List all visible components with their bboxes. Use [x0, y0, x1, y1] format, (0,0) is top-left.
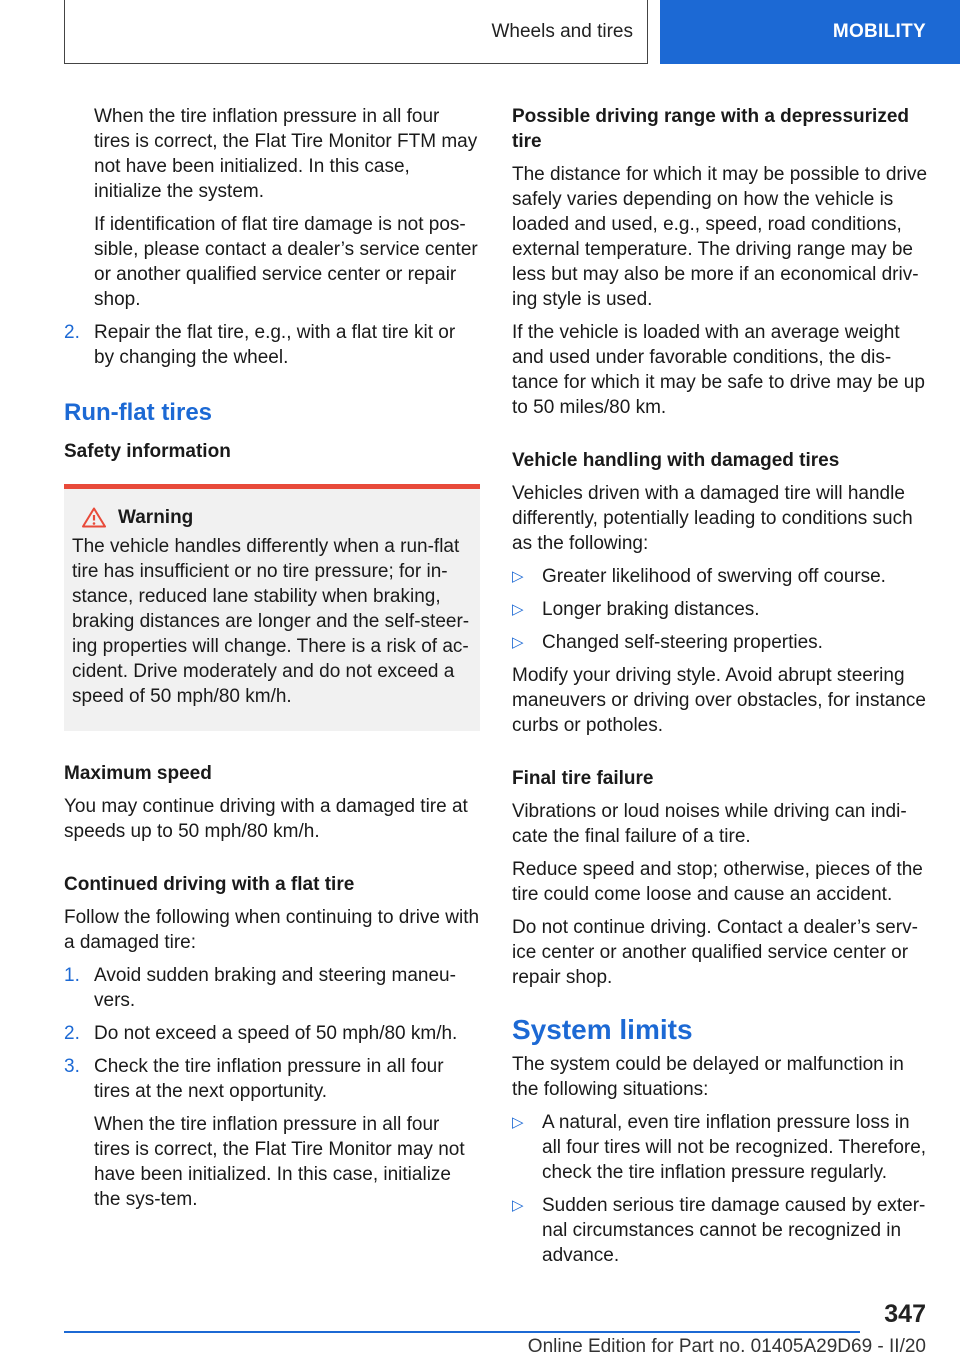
paragraph: The distance for which it may be possible to drive safely varies depending on how the vehicle is loaded and used, e.g., speed, road conditions, external temperature. The driving range may be less but may also be more if an economical driv-ing style is used.	[512, 164, 928, 310]
paragraph: The system could be delayed or malfunction in the following situations:	[512, 1054, 904, 1100]
subheading: Final tire failure	[512, 768, 654, 789]
paragraph: When the tire inflation pressure in all four tires is correct, the Flat Tire Monitor may not have been initialized. In this case, initialize the sys-tem.	[94, 1114, 465, 1210]
warning-box	[64, 484, 480, 731]
list-text: Changed self-steering properties.	[542, 632, 823, 653]
triangle-bullet-icon: ▷	[512, 1197, 524, 1214]
list-item	[512, 597, 928, 622]
paragraph: Follow the following when continuing to drive with a damaged tire:	[64, 907, 480, 953]
paragraph: Vehicles driven with a damaged tire will handle differently, potentially leading to conditions such as the following:	[512, 483, 913, 554]
list-text: Sudden serious tire damage caused by exter-nal circumstances cannot be recognized in advance.	[542, 1195, 926, 1266]
list-item	[64, 1021, 480, 1046]
paragraph: If identification of flat tire damage is not pos-sible, please contact a dealer’s service center or another qualified service center or repair shop.	[94, 214, 478, 310]
right-column	[512, 104, 928, 1276]
chapter-title: MOBILITY	[832, 21, 926, 42]
step-number: 2.	[64, 322, 80, 343]
page-number: 347	[884, 1300, 926, 1328]
section-heading: System limits	[512, 1014, 693, 1045]
warning-text: The vehicle handles differently when a run-flat tire has insufficient or no tire pressure; for in-stance, reduced lane stability when braking, braking distances are longer and the self-steer-ing properties will change. There is a risk of ac-cident. Drive moderately and do not exceed a speed of 50 mph/80 km/h.	[72, 536, 470, 707]
step-text: Check the tire inflation pressure in all four tires at the next opportunity.	[94, 1056, 444, 1102]
warning-icon	[82, 507, 106, 528]
triangle-bullet-icon: ▷	[512, 568, 524, 585]
list-item	[512, 1110, 928, 1185]
paragraph: You may continue driving with a damaged tire at speeds up to 50 mph/80 km/h.	[64, 796, 468, 842]
list-text: Longer braking distances.	[542, 599, 760, 620]
subheading: Continued driving with a flat tire	[64, 874, 355, 895]
list-text: Greater likelihood of swerving off course.	[542, 566, 886, 587]
paragraph: If the vehicle is loaded with an average weight and used under favorable conditions, the dis-tance for which it may be safe to drive may be up to 50 miles/80 km.	[512, 322, 925, 418]
paragraph: Vibrations or loud noises while driving can indi-cate the final failure of a tire.	[512, 801, 907, 847]
chapter-tab	[660, 0, 960, 64]
triangle-bullet-icon: ▷	[512, 634, 524, 651]
paragraph: Reduce speed and stop; otherwise, pieces of the tire could come loose and cause an accident.	[512, 859, 923, 905]
left-column	[64, 104, 480, 1220]
step-number: 1.	[64, 965, 80, 986]
footer-divider	[64, 1331, 860, 1333]
list-item	[64, 963, 480, 1013]
paragraph: Do not continue driving. Contact a dealer’s serv-ice center or another qualified service center or repair shop.	[512, 917, 918, 988]
subheading: Safety information	[64, 441, 231, 462]
list-text: A natural, even tire inflation pressure loss in all four tires will not be recognized. Therefore, check the tire inflation pressure regularly.	[542, 1112, 927, 1183]
step-text: Repair the flat tire, e.g., with a flat tire kit or by changing the wheel.	[94, 322, 456, 368]
list-item	[64, 1054, 480, 1104]
step-text: Avoid sudden braking and steering maneu-vers.	[94, 965, 456, 1011]
section-heading: Run-flat tires	[64, 399, 213, 426]
subheading: Maximum speed	[64, 763, 212, 784]
list-item	[512, 1193, 928, 1268]
warning-label: Warning	[118, 507, 194, 528]
step-number: 2.	[64, 1023, 80, 1044]
edition-note: Online Edition for Part no. 01405A29D69 - II/20	[527, 1336, 926, 1357]
list-item	[64, 320, 480, 370]
triangle-bullet-icon: ▷	[512, 1114, 524, 1131]
triangle-bullet-icon: ▷	[512, 601, 524, 618]
section-tab	[64, 0, 648, 64]
list-item	[512, 630, 928, 655]
subheading: Vehicle handling with damaged tires	[512, 450, 840, 471]
subheading: Possible driving range with a depressurized tire	[512, 106, 909, 152]
warning-title	[72, 505, 472, 530]
list-item	[512, 564, 928, 589]
paragraph: Modify your driving style. Avoid abrupt steering maneuvers or driving over obstacles, for instance curbs or potholes.	[512, 665, 926, 736]
step-text: Do not exceed a speed of 50 mph/80 km/h.	[94, 1023, 458, 1044]
section-title: Wheels and tires	[491, 20, 633, 42]
step-number: 3.	[64, 1056, 80, 1077]
paragraph: When the tire inflation pressure in all four tires is correct, the Flat Tire Monitor FTM may not have been initialized. In this case, initialize the system.	[94, 106, 478, 202]
